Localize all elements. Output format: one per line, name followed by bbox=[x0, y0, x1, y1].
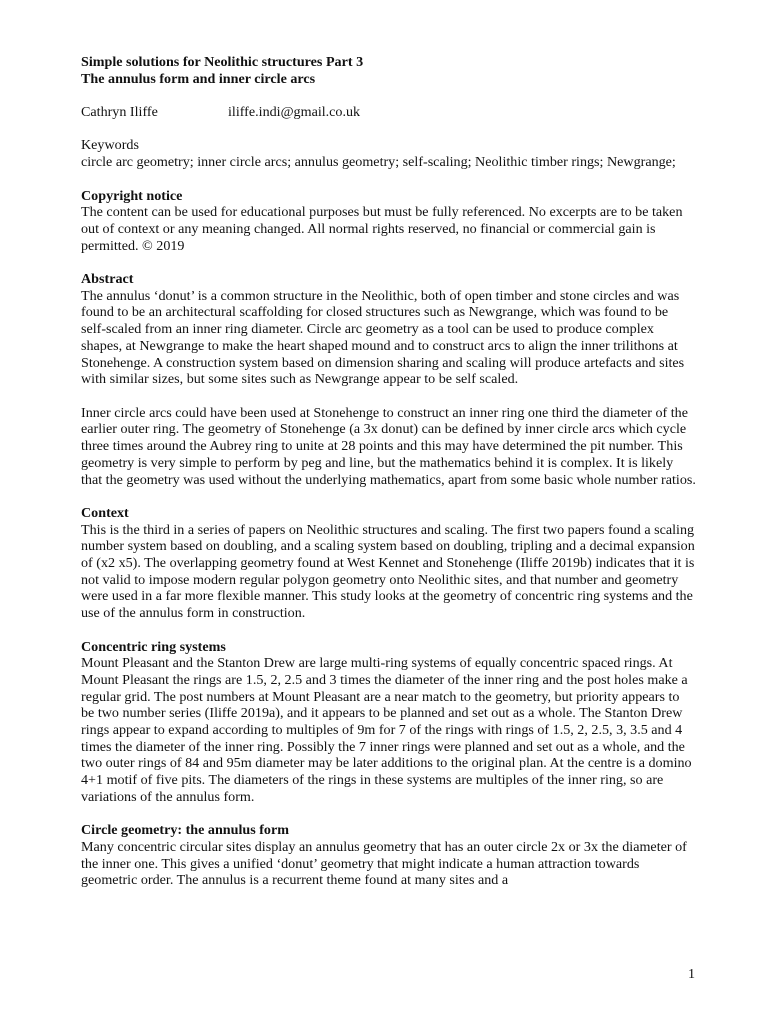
copyright-heading: Copyright notice bbox=[81, 187, 183, 204]
concentric-heading: Concentric ring systems bbox=[81, 638, 226, 655]
concentric-text: Mount Pleasant and the Stanton Drew are large multi-ring systems of equally concentric spaced rings. At Mount Pleasant the rings are 1.5, 2, 2.5 and 3 times the diameter of the inner ring and the post holes make a regular grid. The post numbers at Mount Pleasant are a near match to the geometry, but priority appears to be two number series (Iliffe 2019a), and it appears to be planned and set out as a whole. The Stanton Drew rings appear to expand according to multiples of 9m for 7 of the rings with rings of 1.5, 2, 2.5, 3, 3.5 and 4 times the diameter of the inner ring. Possibly the 7 inner rings were planned and set out as a whole, and the two outer rings of 84 and 95m diameter may be later additions to the original plan. At the centre is a domino 4+1 motif of five pits. The diameters of the rings in these systems are multiples of the inner ring, so are variations of the annulus form. bbox=[81, 655, 692, 805]
annulus-section bbox=[81, 822, 696, 889]
copyright-section bbox=[81, 188, 696, 255]
paper-title bbox=[81, 54, 696, 87]
keywords-label: Keywords bbox=[81, 137, 139, 154]
title-line-2: The annulus form and inner circle arcs bbox=[81, 70, 316, 87]
annulus-text: Many concentric circular sites display an annulus geometry that has an outer circle 2x or 3x the diameter of the inner one. This gives a unified ‘donut’ geometry that might indicate a human attraction towards geometric order. The annulus is a recurrent theme found at many sites and a bbox=[81, 838, 687, 889]
abstract-paragraph-1: The annulus ‘donut’ is a common structure in the Neolithic, both of open timber and stone circles and was found to be an architectural scaffolding for closed structures such as Newgrange, which was found to be self-scaled from an inner ring diameter. Circle arc geometry as a tool can be used to produce complex shapes, at Newgrange to make the heart shaped mound and to construct arcs to align the inner trilithons at Stonehenge. A construction system based on dimension sharing and scaling will produce artefacts and sites with similar sizes, but some sites such as Newgrange appear to be self scaled. bbox=[81, 287, 685, 388]
concentric-section bbox=[81, 639, 696, 806]
author-row bbox=[81, 104, 696, 121]
annulus-heading: Circle geometry: the annulus form bbox=[81, 822, 289, 839]
context-heading: Context bbox=[81, 504, 129, 521]
abstract-paragraph-2: Inner circle arcs could have been used at Stonehenge to construct an inner ring one third the diameter of the earlier outer ring. The geometry of Stonehenge (a 3x donut) can be defined by inner circle arcs which cycle three times around the Aubrey ring to unite at 28 points and this may have determined the pit number. This geometry is very simple to perform by peg and line, but the mathematics behind it is complex. It is likely that the geometry was used without the underlying mathematics, apart from some basic whole number ratios. bbox=[81, 404, 696, 488]
keywords-text: circle arc geometry; inner circle arcs; annulus geometry; self-scaling; Neolithic timber rings; Newgrange; bbox=[81, 154, 676, 171]
author-email[interactable]: iliffe.indi@gmail.co.uk bbox=[228, 104, 361, 121]
page-content bbox=[81, 54, 696, 889]
context-section bbox=[81, 505, 696, 622]
copyright-text: The content can be used for educational purposes but must be fully referenced. No excerpts are to be taken out of context or any meaning changed. All normal rights reserved, no financial or commercial gain is permitted. © 2019 bbox=[81, 204, 683, 254]
keywords-section bbox=[81, 137, 696, 170]
title-line-1: Simple solutions for Neolithic structures Part 3 bbox=[81, 54, 364, 70]
abstract-section bbox=[81, 271, 696, 488]
page-number: 1 bbox=[688, 966, 696, 982]
context-text: This is the third in a series of papers on Neolithic structures and scaling. The first two papers found a scaling number system based on doubling, and a scaling system based on doubling, tripling and a decimal expansion of (x2 x5). The overlapping geometry found at West Kennet and Stonehenge (Iliffe 2019b) indicates that it is not valid to impose modern regular polygon geometry onto Neolithic sites, and that number and geometry were used in a far more flexible manner. This study looks at the geometry of concentric ring systems and the use of the annulus form in construction. bbox=[81, 521, 695, 622]
abstract-heading: Abstract bbox=[81, 271, 134, 288]
author-name: Cathryn Iliffe bbox=[81, 104, 158, 121]
